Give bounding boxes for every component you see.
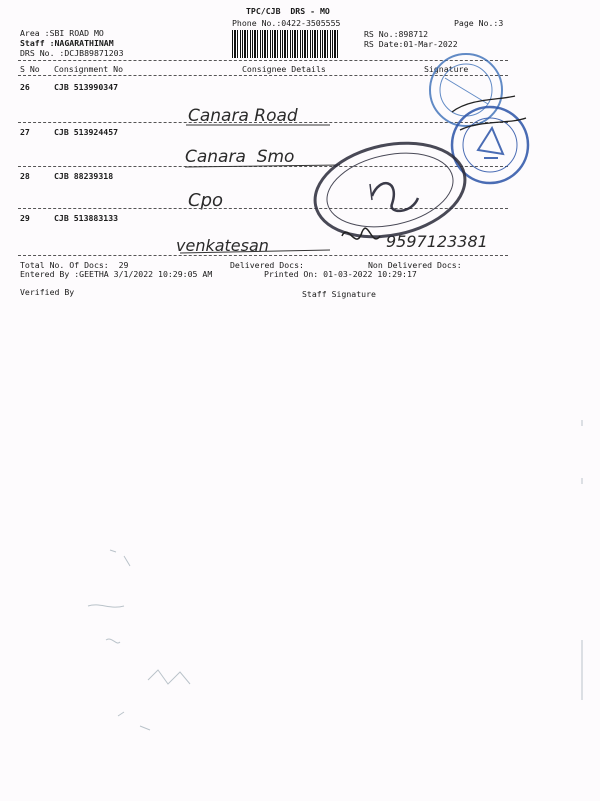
- delivered-docs: Delivered Docs:: [230, 260, 304, 270]
- row-sno: 27: [20, 127, 30, 137]
- rs-date: RS Date:01-Mar-2022: [364, 39, 458, 49]
- page-number: Page No.:3: [454, 18, 504, 28]
- column-header-signature: Signature: [424, 64, 469, 74]
- column-header-consignee: Consignee Details: [242, 64, 326, 74]
- row-sno: 28: [20, 171, 30, 181]
- rs-number: RS No.:898712: [364, 29, 429, 39]
- row-consignment: CJB 88239318: [54, 171, 114, 181]
- total-docs: Total No. Of Docs: 29: [20, 260, 129, 270]
- handwritten-phone: 9597123381: [386, 232, 488, 251]
- handwritten-consignee: Canara Smo: [185, 147, 295, 167]
- row-consignment: CJB 513883133: [54, 213, 119, 223]
- handwritten-consignee: venkatesan: [176, 236, 269, 255]
- staff-signature-label: Staff Signature: [302, 289, 376, 299]
- document-title: TPC/CJB DRS - MO: [246, 6, 330, 16]
- column-header-consignment: Consignment No: [54, 64, 124, 74]
- faint-marks: [88, 420, 582, 730]
- drs-number: DRS No. :DCJB89871203: [20, 48, 124, 58]
- row-sno: 26: [20, 82, 30, 92]
- row-sno: 29: [20, 213, 30, 223]
- underline: [180, 250, 330, 253]
- handwritten-consignee: Canara Road: [188, 106, 298, 126]
- non-delivered-docs: Non Delivered Docs:: [368, 260, 462, 270]
- phone-number: Phone No.:0422-3505555: [232, 18, 341, 28]
- entered-by: Entered By :GEETHA 3/1/2022 10:29:05 AM: [20, 269, 213, 279]
- column-header-sno: S No: [20, 64, 40, 74]
- printed-on: Printed On: 01-03-2022 10:29:17: [264, 269, 417, 279]
- underline: [185, 165, 340, 167]
- area-label: Area :SBI ROAD MO: [20, 28, 104, 38]
- verified-by: Verified By: [20, 287, 75, 297]
- handwritten-consignee: Cpo: [188, 190, 224, 211]
- row-consignment: CJB 513990347: [54, 82, 119, 92]
- staff-label: Staff :NAGARATHINAM: [20, 38, 114, 48]
- oval-postmark-stamp: [306, 130, 473, 250]
- row-consignment: CJB 513924457: [54, 127, 119, 137]
